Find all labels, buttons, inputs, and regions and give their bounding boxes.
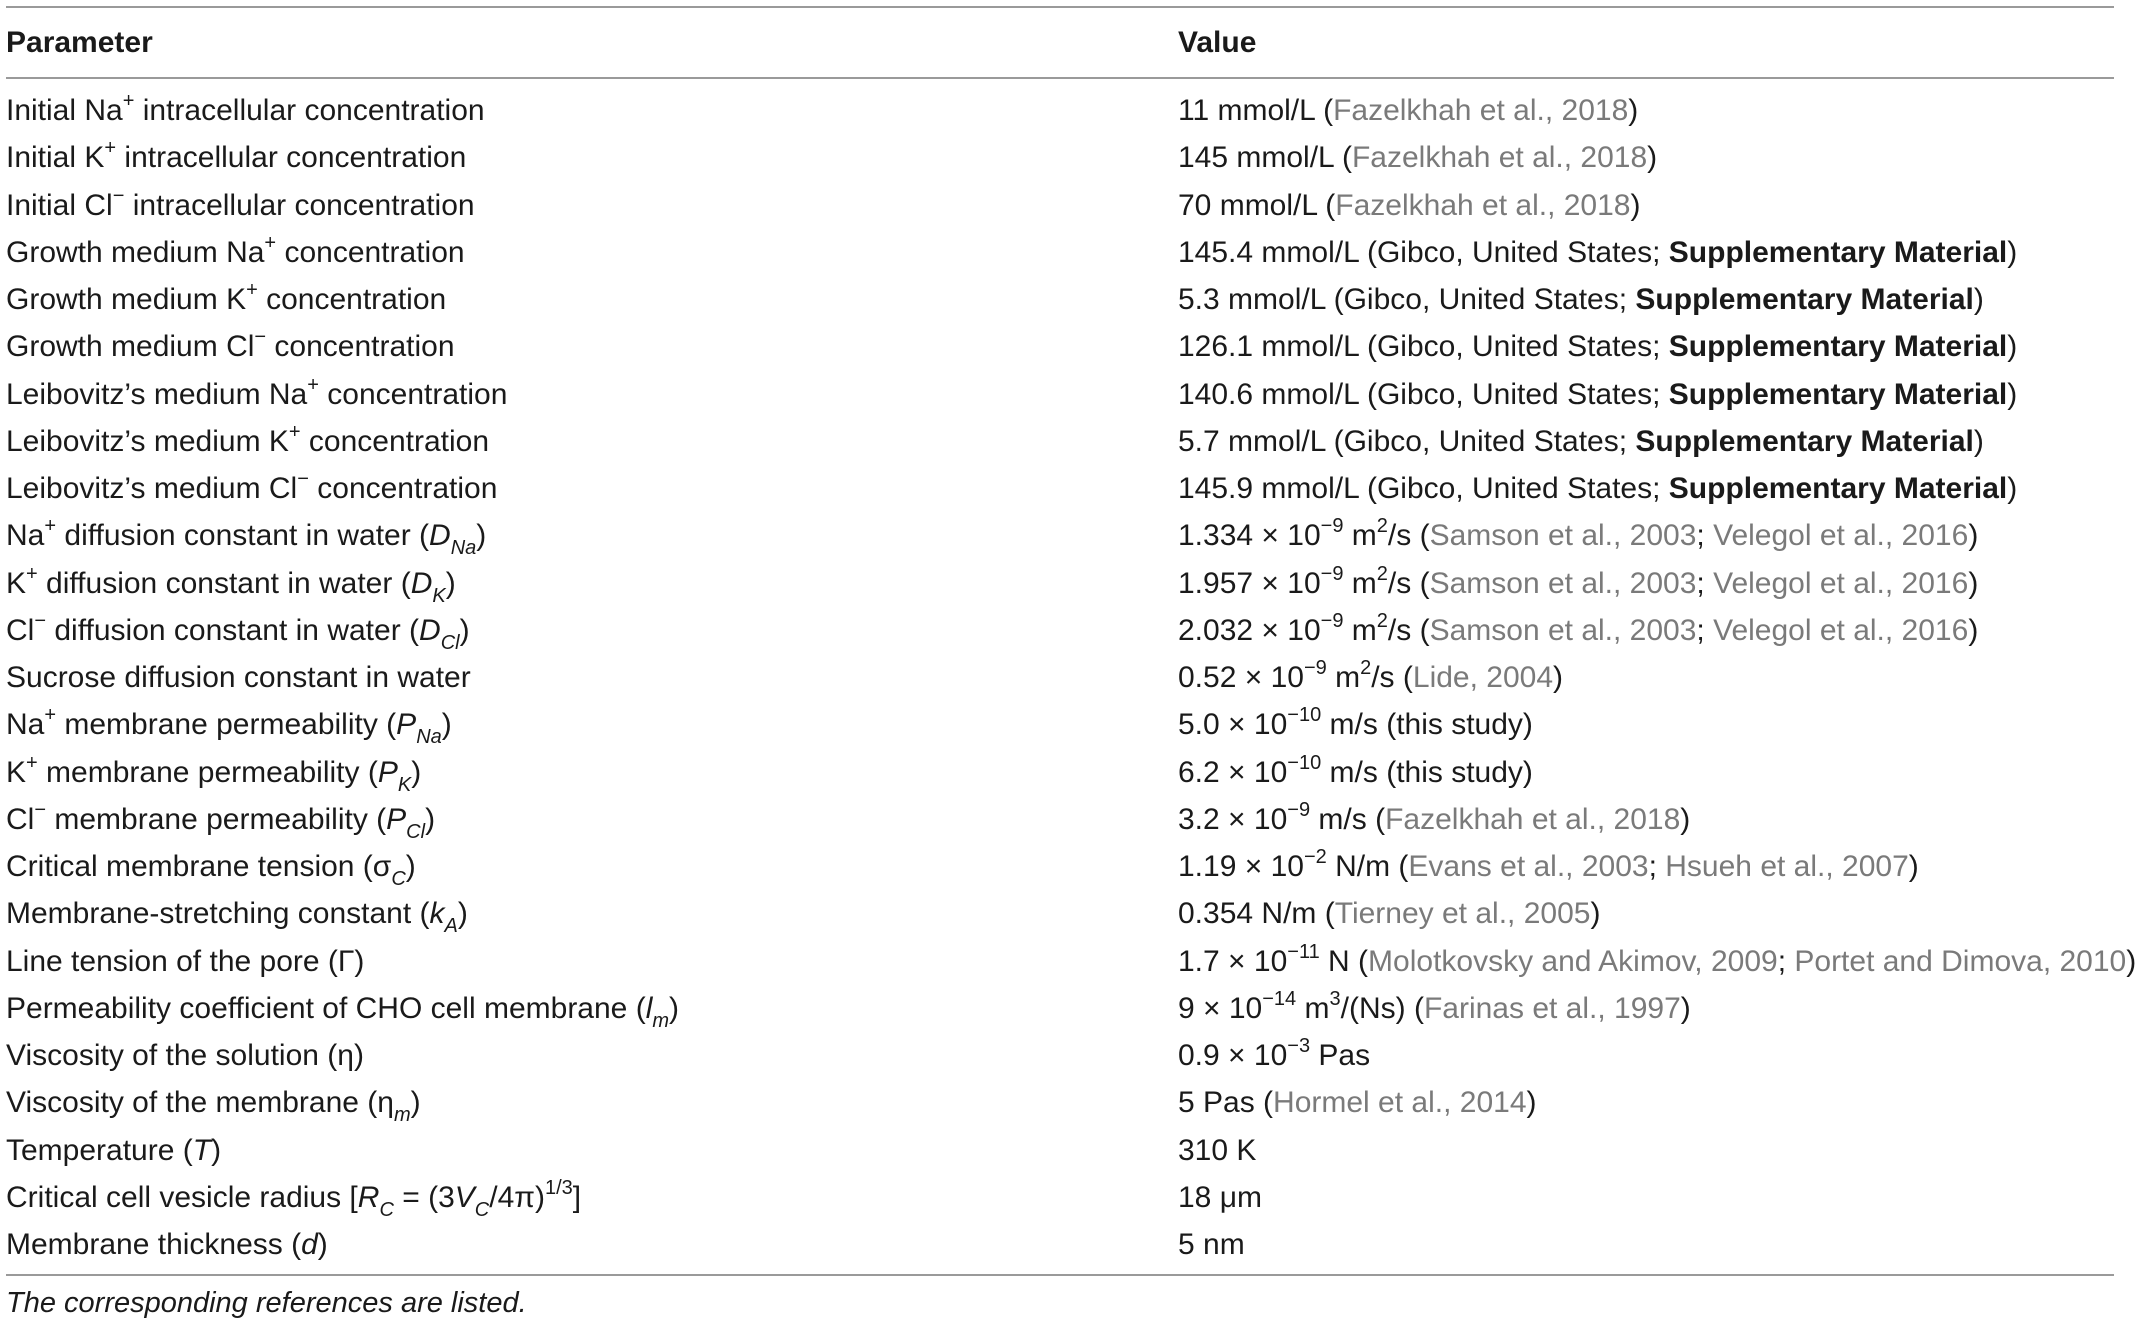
- text-segment: m: [1343, 566, 1377, 600]
- text-segment: /s (: [1387, 519, 1430, 553]
- text-segment: 2.032 × 10: [1178, 613, 1321, 647]
- text-segment: 310 K: [1178, 1133, 1257, 1167]
- subscript: m: [393, 1104, 411, 1127]
- superscript: −: [297, 468, 309, 490]
- table-row: [6, 229, 2114, 276]
- text-segment: 5.7 mmol/L (Gibco, United States;: [1178, 424, 1636, 458]
- parameter-cell: [6, 701, 452, 748]
- text-segment: concentration: [276, 235, 465, 269]
- superscript: −14: [1262, 987, 1297, 1010]
- text-segment: Growth medium K: [6, 283, 247, 316]
- value-cell: [1178, 276, 1984, 323]
- table-row: [6, 749, 2114, 796]
- subscript: Na: [450, 537, 477, 560]
- text-segment: ): [1973, 283, 1984, 316]
- text-segment: ): [2007, 377, 2018, 411]
- header-parameter: Parameter: [6, 26, 153, 59]
- text-segment: ;: [1696, 519, 1714, 553]
- superscript: −: [112, 184, 125, 207]
- parameter-cell: [6, 796, 435, 843]
- text-segment: m/s (this study): [1321, 708, 1533, 742]
- superscript: −9: [1320, 562, 1344, 585]
- text-segment: 9 × 10: [1178, 991, 1263, 1025]
- text-segment: concentration: [300, 424, 490, 458]
- table-row: [6, 512, 2114, 559]
- text-segment: 0.9 × 10: [1178, 1039, 1288, 1072]
- text-segment: concentration: [257, 283, 447, 316]
- text-segment: 5 nm: [1178, 1228, 1245, 1261]
- parameter-cell: [6, 1174, 581, 1221]
- text-segment: N (: [1319, 944, 1369, 978]
- italic-symbol: T: [192, 1133, 212, 1167]
- parameter-cell: [6, 607, 470, 654]
- table-row: [6, 1032, 2114, 1079]
- reference-link[interactable]: Hormel et al., 2014: [1273, 1086, 1527, 1120]
- table-row: [6, 843, 2114, 890]
- superscript: +: [264, 231, 277, 254]
- text-segment: Cl: [6, 802, 35, 836]
- reference-link[interactable]: Samson et al., 2003: [1429, 566, 1697, 600]
- italic-symbol: P: [396, 708, 417, 742]
- value-cell: [1178, 1032, 1370, 1079]
- value-cell: [1178, 182, 1640, 229]
- superscript: −9: [1287, 798, 1311, 821]
- parameter-cell: [6, 1221, 328, 1268]
- parameter-cell: [6, 560, 456, 607]
- text-segment: 3.2 × 10: [1178, 802, 1288, 836]
- text-segment: ): [1968, 519, 1979, 553]
- text-segment: m: [1326, 661, 1361, 694]
- text-segment: ): [1973, 424, 1984, 458]
- value-cell: [1178, 607, 1978, 654]
- superscript: +: [307, 373, 319, 396]
- text-segment: concentration: [308, 472, 498, 505]
- text-segment: intracellular concentration: [134, 94, 485, 127]
- reference-link[interactable]: Farinas et al., 1997: [1423, 991, 1681, 1025]
- text-segment: diffusion constant in water (: [37, 566, 411, 600]
- reference-link[interactable]: Velegol et al., 2016: [1713, 566, 1969, 600]
- text-segment: 140.6 mmol/L (Gibco, United States;: [1178, 377, 1669, 411]
- table-row: [6, 371, 2114, 418]
- value-cell: [1178, 749, 1533, 796]
- italic-symbol: l: [645, 991, 653, 1025]
- reference-link[interactable]: Tierney et al., 2005: [1334, 897, 1591, 931]
- value-cell: [1178, 465, 2017, 512]
- subscript: C: [391, 868, 406, 890]
- text-segment: /4π): [489, 1180, 545, 1214]
- superscript: −2: [1303, 846, 1327, 868]
- parameter-cell: [6, 654, 471, 701]
- value-cell: [1178, 229, 2017, 276]
- text-segment: m/s (this study): [1321, 755, 1533, 789]
- text-segment: 18 μm: [1178, 1180, 1262, 1214]
- text-segment: Leibovitz’s medium Cl: [6, 472, 298, 505]
- value-cell: [1178, 701, 1533, 748]
- reference-link[interactable]: Hsueh et al., 2007: [1665, 850, 1909, 883]
- superscript: −11: [1287, 940, 1320, 963]
- reference-link[interactable]: Velegol et al., 2016: [1713, 613, 1969, 647]
- subscript: m: [652, 1009, 670, 1032]
- text-segment: Na: [6, 708, 45, 742]
- text-segment: Growth medium Na: [6, 235, 265, 269]
- value-cell: [1178, 134, 1657, 181]
- subscript: Cl: [440, 631, 460, 654]
- superscript: +: [26, 562, 38, 585]
- text-segment: m/s (: [1310, 802, 1386, 836]
- superscript: −3: [1287, 1035, 1311, 1057]
- superscript: +: [104, 137, 117, 160]
- parameter-cell: [6, 890, 468, 937]
- superscript: −9: [1320, 609, 1344, 632]
- italic-symbol: P: [386, 802, 407, 836]
- text-segment: 1.957 × 10: [1178, 566, 1321, 600]
- text-segment: /s (: [1387, 613, 1430, 647]
- text-segment: Viscosity of the membrane (η: [6, 1086, 394, 1120]
- text-segment: (: [1325, 188, 1336, 222]
- superscript: −10: [1287, 751, 1322, 774]
- table-row: [6, 701, 2114, 748]
- reference-link[interactable]: Molotkovsky and Akimov, 2009: [1368, 944, 1778, 978]
- superscript: 2: [1376, 515, 1388, 538]
- table-row: [6, 1221, 2114, 1268]
- table-row: [6, 1174, 2114, 1221]
- value-cell: [1178, 938, 2136, 985]
- text-segment: 5.3 mmol/L (Gibco, United States;: [1178, 283, 1636, 316]
- table-row: [6, 890, 2114, 937]
- supplementary-link[interactable]: Supplementary Material: [1668, 472, 2008, 505]
- text-segment: ;: [1696, 613, 1714, 647]
- text-segment: m: [1296, 991, 1330, 1025]
- superscript: +: [246, 279, 258, 301]
- parameter-cell: [6, 87, 485, 134]
- superscript: 1/3: [544, 1176, 573, 1199]
- reference-link[interactable]: Samson et al., 2003: [1429, 519, 1697, 553]
- value-cell: [1178, 323, 2017, 370]
- reference-link[interactable]: Fazelkhah et al., 2018: [1385, 802, 1681, 836]
- text-segment: Sucrose diffusion constant in water: [6, 661, 471, 694]
- superscript: −9: [1320, 515, 1344, 538]
- text-segment: intracellular concentration: [116, 141, 467, 175]
- text-segment: Critical membrane tension (σ: [6, 850, 392, 883]
- text-segment: (: [1341, 141, 1352, 175]
- subscript: A: [444, 915, 458, 938]
- italic-symbol: V: [454, 1180, 475, 1214]
- parameter-cell: [6, 371, 507, 418]
- table-row: [6, 465, 2114, 512]
- value-cell: [1178, 512, 1978, 559]
- text-segment: ): [2007, 235, 2018, 269]
- text-segment: 1.19 × 10: [1178, 850, 1304, 883]
- italic-symbol: P: [377, 755, 398, 789]
- text-segment: 70 mmol/L: [1178, 188, 1326, 222]
- text-segment: /s (: [1387, 566, 1430, 600]
- text-segment: ): [476, 519, 487, 553]
- text-segment: (: [1323, 94, 1334, 127]
- table-row: [6, 134, 2114, 181]
- parameter-cell: [6, 938, 364, 985]
- text-segment: ): [1647, 141, 1658, 175]
- reference-link[interactable]: Fazelkhah et al., 2018: [1351, 141, 1648, 175]
- text-segment: K: [6, 755, 27, 789]
- text-segment: m: [1343, 519, 1377, 553]
- table-row: [6, 560, 2114, 607]
- reference-link[interactable]: Fazelkhah et al., 2018: [1333, 94, 1629, 127]
- supplementary-link[interactable]: Supplementary Material: [1635, 283, 1974, 316]
- superscript: +: [26, 751, 38, 774]
- italic-symbol: R: [357, 1180, 380, 1214]
- table-footnote: The corresponding references are listed.: [6, 1287, 527, 1319]
- text-segment: ): [457, 897, 468, 931]
- text-segment: 126.1 mmol/L (Gibco, United States;: [1178, 330, 1669, 364]
- superscript: 2: [1376, 562, 1388, 585]
- text-segment: ): [441, 708, 452, 742]
- italic-symbol: k: [429, 897, 445, 931]
- value-cell: [1178, 371, 2017, 418]
- value-cell: [1178, 1079, 1537, 1126]
- parameter-cell: [6, 182, 475, 229]
- supplementary-link[interactable]: Supplementary Material: [1635, 424, 1974, 458]
- reference-link[interactable]: Lide, 2004: [1412, 661, 1554, 694]
- text-segment: Permeability coefficient of CHO cell membrane (: [6, 991, 646, 1025]
- table-row: [6, 276, 2114, 323]
- superscript: +: [288, 420, 301, 443]
- table-row: [6, 607, 2114, 654]
- table-bottom-rule: [6, 1274, 2114, 1276]
- text-segment: Pas: [1310, 1039, 1371, 1072]
- value-cell: [1178, 87, 1638, 134]
- parameter-cell: [6, 418, 489, 465]
- parameter-cell: [6, 323, 455, 370]
- table-body: [6, 79, 2136, 1268]
- text-segment: ): [211, 1133, 222, 1167]
- subscript: Na: [416, 726, 442, 749]
- value-cell: [1178, 418, 1984, 465]
- text-segment: Na: [6, 519, 45, 553]
- text-segment: membrane permeability (: [46, 802, 387, 836]
- superscript: −: [34, 798, 47, 821]
- subscript: Cl: [406, 820, 426, 843]
- text-segment: ): [669, 991, 680, 1025]
- text-segment: ): [2126, 944, 2136, 978]
- text-segment: 0.52 × 10: [1178, 661, 1304, 694]
- text-segment: 11 mmol/L: [1178, 94, 1324, 127]
- value-cell: [1178, 890, 1600, 937]
- text-segment: ]: [572, 1180, 582, 1214]
- text-segment: ): [1590, 897, 1601, 931]
- superscript: +: [122, 90, 135, 112]
- text-segment: Membrane thickness (: [6, 1228, 302, 1261]
- text-segment: m: [1343, 613, 1377, 647]
- text-segment: Initial K: [6, 141, 105, 175]
- text-segment: ): [1680, 802, 1691, 836]
- parameter-cell: [6, 512, 486, 559]
- text-segment: Cl: [6, 613, 35, 647]
- subscript: K: [432, 584, 446, 607]
- subscript: K: [397, 773, 412, 796]
- value-cell: [1178, 796, 1690, 843]
- text-segment: ): [2007, 330, 2018, 364]
- text-segment: ;: [1696, 566, 1714, 600]
- text-segment: concentration: [266, 330, 455, 364]
- reference-link[interactable]: Fazelkhah et al., 2018: [1335, 188, 1631, 222]
- superscript: +: [44, 515, 57, 538]
- text-segment: Viscosity of the solution (η): [6, 1039, 364, 1072]
- value-cell: [1178, 1127, 1256, 1174]
- text-segment: 1.7 × 10: [1178, 944, 1288, 978]
- superscript: 2: [1376, 609, 1388, 632]
- subscript: C: [474, 1198, 490, 1221]
- text-segment: ;: [1777, 944, 1795, 978]
- superscript: −10: [1287, 704, 1322, 727]
- table-row: [6, 938, 2136, 985]
- text-segment: Critical cell vesicle radius [: [6, 1180, 358, 1214]
- text-segment: ): [405, 850, 416, 883]
- text-segment: 145 mmol/L: [1178, 141, 1342, 175]
- table-row: [6, 182, 2114, 229]
- text-segment: ): [410, 1086, 421, 1120]
- supplementary-link[interactable]: Supplementary Material: [1668, 377, 2008, 411]
- italic-symbol: D: [419, 613, 441, 647]
- table-row: [6, 654, 2114, 701]
- text-segment: 145.4 mmol/L (Gibco, United States;: [1178, 235, 1669, 269]
- text-segment: ): [1553, 661, 1564, 694]
- parameter-cell: [6, 843, 416, 890]
- text-segment: 5.0 × 10: [1178, 708, 1288, 742]
- text-segment: diffusion constant in water (: [56, 519, 430, 553]
- text-segment: diffusion constant in water (: [46, 613, 420, 647]
- text-segment: 0.354 N/m (: [1178, 897, 1335, 931]
- text-segment: concentration: [318, 377, 508, 411]
- header-value: Value: [1178, 26, 1257, 59]
- reference-link[interactable]: Samson et al., 2003: [1429, 613, 1697, 647]
- parameter-cell: [6, 465, 497, 512]
- table-header: [6, 8, 2114, 79]
- parameter-cell: [6, 229, 465, 276]
- italic-symbol: D: [410, 566, 433, 600]
- text-segment: Initial Na: [6, 94, 123, 127]
- text-segment: Initial Cl: [6, 188, 113, 222]
- value-cell: [1178, 560, 1978, 607]
- text-segment: = (3: [393, 1180, 455, 1214]
- text-segment: Membrane-stretching constant (: [6, 897, 430, 931]
- text-segment: N/m (: [1326, 850, 1409, 883]
- superscript: −9: [1303, 657, 1327, 679]
- text-segment: ): [1968, 566, 1979, 600]
- italic-symbol: D: [429, 519, 451, 553]
- parameter-cell: [6, 134, 466, 181]
- italic-symbol: d: [301, 1228, 318, 1261]
- superscript: −: [254, 326, 267, 349]
- text-segment: ): [1680, 991, 1691, 1025]
- text-segment: membrane permeability (: [37, 755, 378, 789]
- text-segment: /s (: [1371, 661, 1413, 694]
- text-segment: ): [1526, 1086, 1537, 1120]
- superscript: 2: [1360, 657, 1372, 679]
- text-segment: ): [1630, 188, 1641, 222]
- parameter-cell: [6, 1079, 421, 1126]
- parameter-cell: [6, 1032, 364, 1079]
- text-segment: Growth medium Cl: [6, 330, 255, 364]
- parameter-cell: [6, 1127, 221, 1174]
- parameter-cell: [6, 985, 679, 1032]
- text-segment: Line tension of the pore (Γ): [6, 944, 365, 978]
- reference-link[interactable]: Velegol et al., 2016: [1713, 519, 1969, 553]
- value-cell: [1178, 1174, 1262, 1221]
- text-segment: Leibovitz’s medium Na: [6, 377, 308, 411]
- text-segment: ): [411, 755, 422, 789]
- text-segment: ): [459, 613, 470, 647]
- supplementary-link[interactable]: Supplementary Material: [1668, 330, 2008, 364]
- text-segment: ): [1908, 850, 1919, 883]
- text-segment: K: [6, 566, 27, 600]
- table-row: [6, 1079, 2114, 1126]
- supplementary-link[interactable]: Supplementary Material: [1668, 235, 2008, 269]
- text-segment: 6.2 × 10: [1178, 755, 1288, 789]
- superscript: 3: [1329, 987, 1341, 1010]
- text-segment: intracellular concentration: [124, 188, 475, 222]
- text-segment: 5 Pas (: [1178, 1086, 1274, 1120]
- text-segment: ): [1968, 613, 1979, 647]
- text-segment: Leibovitz’s medium K: [6, 424, 289, 458]
- text-segment: ;: [1648, 850, 1666, 883]
- table-row: [6, 796, 2114, 843]
- text-segment: ): [1628, 94, 1639, 127]
- table-row: [6, 418, 2114, 465]
- value-cell: [1178, 985, 1691, 1032]
- text-segment: Temperature (: [6, 1133, 193, 1167]
- text-segment: /(Ns) (: [1340, 991, 1424, 1025]
- text-segment: ): [425, 802, 436, 836]
- text-segment: 1.334 × 10: [1178, 519, 1321, 553]
- text-segment: ): [2007, 472, 2018, 505]
- parameter-table: [6, 6, 2136, 1276]
- value-cell: [1178, 654, 1563, 701]
- reference-link[interactable]: Portet and Dimova, 2010: [1794, 944, 2127, 978]
- superscript: +: [44, 704, 57, 727]
- text-segment: membrane permeability (: [56, 708, 397, 742]
- table-row: [6, 87, 2114, 134]
- value-cell: [1178, 1221, 1245, 1268]
- text-segment: ): [317, 1228, 328, 1261]
- parameter-cell: [6, 276, 446, 323]
- table-row: [6, 323, 2114, 370]
- table-row: [6, 985, 2114, 1032]
- parameter-cell: [6, 749, 421, 796]
- value-cell: [1178, 843, 1919, 890]
- text-segment: ): [445, 566, 456, 600]
- subscript: C: [379, 1198, 394, 1221]
- table-row: [6, 1127, 2114, 1174]
- text-segment: 145.9 mmol/L (Gibco, United States;: [1178, 472, 1669, 505]
- reference-link[interactable]: Evans et al., 2003: [1408, 850, 1649, 883]
- superscript: −: [34, 609, 47, 632]
